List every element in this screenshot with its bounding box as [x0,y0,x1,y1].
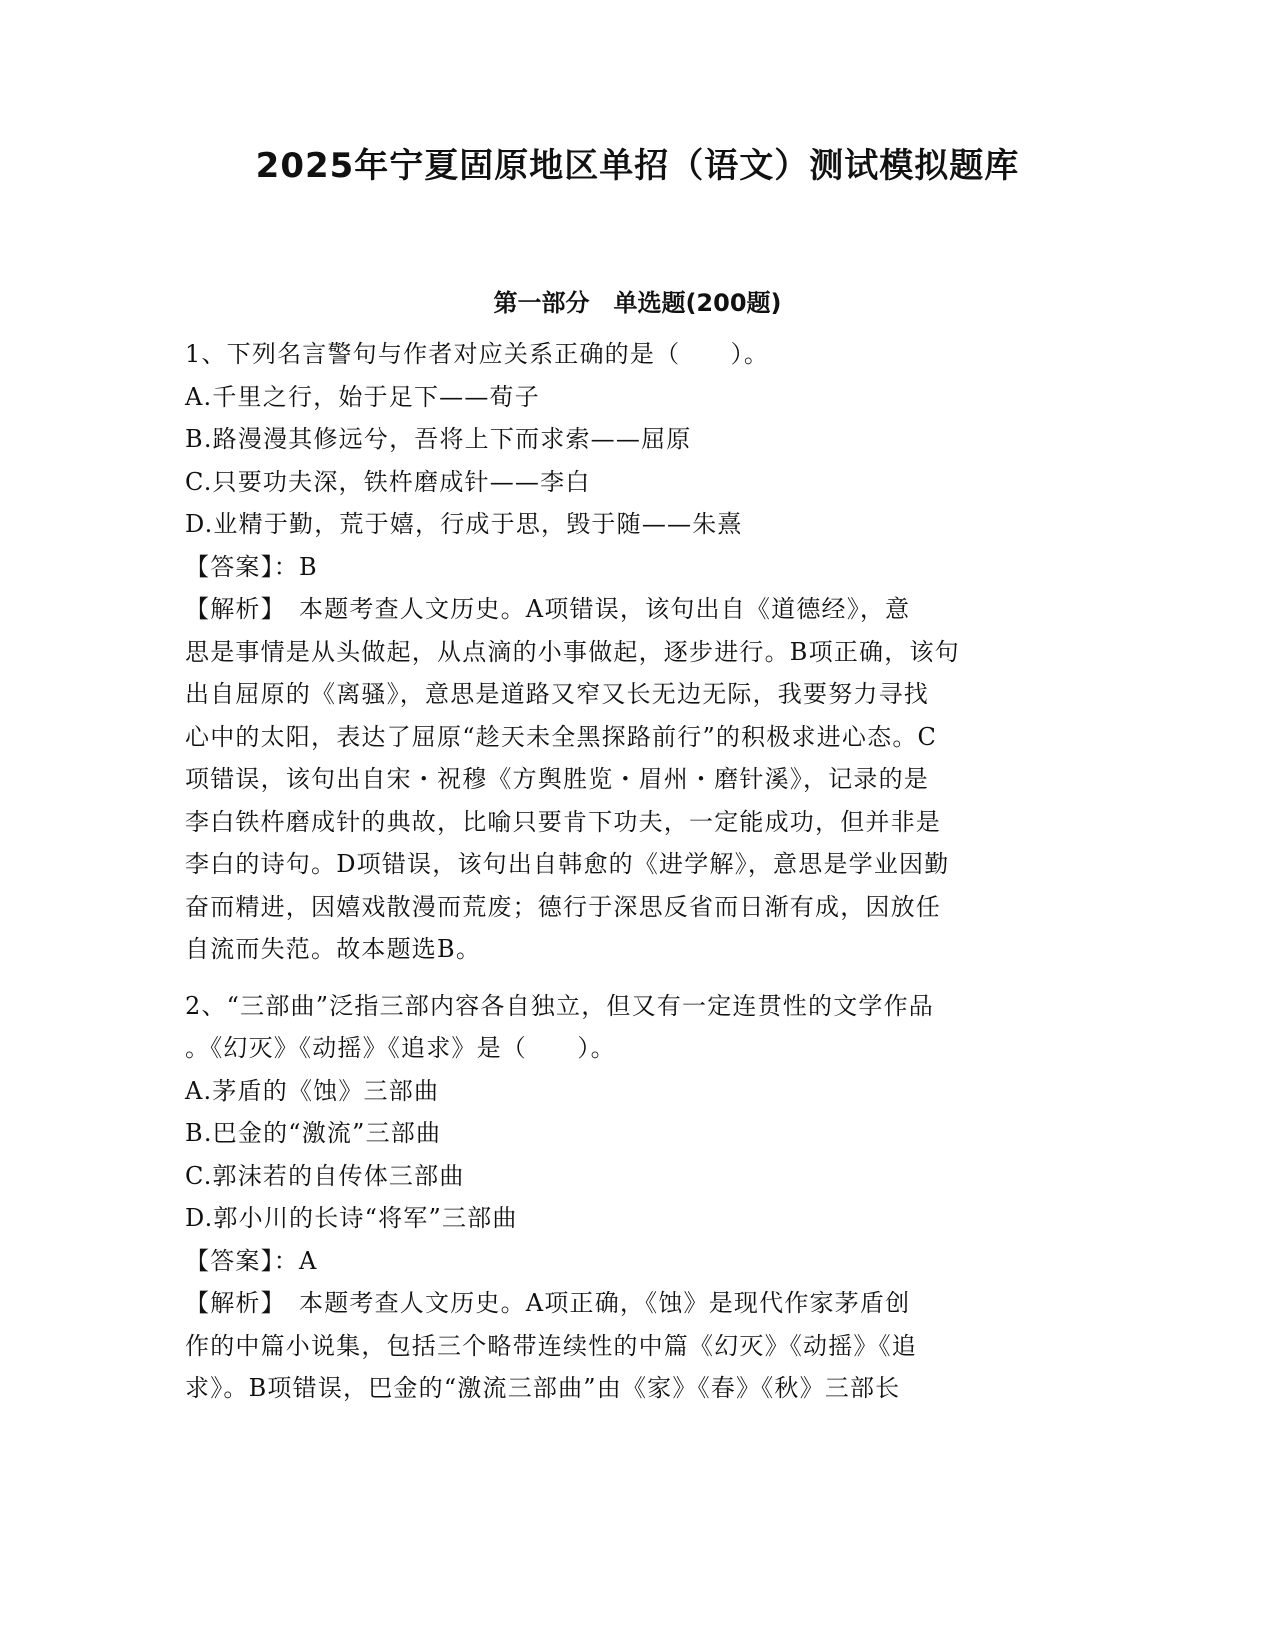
analysis-line: 李白的诗句。D项错误，该句出自韩愈的《进学解》，意思是学业因勤 [185,850,950,878]
analysis-line: 作的中篇小说集，包括三个略带连续性的中篇《幻灭》《动摇》《追 [185,1331,917,1360]
analysis-line: 求》。B项错误，巴金的“激流三部曲”由《家》《春》《秋》三部长 [185,1374,901,1402]
analysis-line: 李白铁杵磨成针的典故，比喻只要肯下功夫，一定能成功，但并非是 [185,807,941,836]
analysis-line: 【解析】 本题考查人文历史。A项正确，《蚀》是现代作家茅盾创 [185,1289,911,1317]
question-list [185,333,1085,1410]
question-spacer [185,971,1085,985]
answer-line: 【答案】：B [185,552,318,581]
section-heading: 第一部分 单选题(200题) [493,289,782,317]
option-b: B.路漫漫其修远兮，吾将上下而求索——屈原 [185,425,692,453]
analysis-line: 项错误，该句出自宋・祝穆《方舆胜览・眉州・磨针溪》，记录的是 [185,765,929,793]
analysis-line: 自流而失范。故本题选B。 [185,935,482,963]
analysis-block [185,588,1085,971]
analysis-line: 奋而精进，因嬉戏散漫而荒废；德行于深思反省而日渐有成，因放任 [185,892,941,921]
option-d: D.业精于勤，荒于嬉，行成于思，毁于随——朱熹 [185,510,743,538]
option-d: D.郭小川的长诗“将军”三部曲 [185,1204,518,1232]
question-2 [185,985,1085,1410]
question-stem-continued: 。《幻灭》《动摇》《追求》是（ ）。 [185,1034,616,1062]
question-stem: 2、“三部曲”泛指三部内容各自独立，但又有一定连贯性的文学作品 [185,991,935,1020]
analysis-block [185,1282,1085,1410]
option-a: A.茅盾的《蚀》三部曲 [185,1076,440,1105]
option-b: B.巴金的“激流”三部曲 [185,1119,442,1147]
answer-line: 【答案】：A [185,1246,318,1275]
option-c: C.郭沫若的自传体三部曲 [185,1161,465,1190]
question-stem: 1、下列名言警句与作者对应关系正确的是（ ）。 [185,340,770,368]
analysis-line: 出自屈原的《离骚》，意思是道路又窄又长无边无际，我要努力寻找 [185,680,929,708]
option-c: C.只要功夫深，铁杵磨成针——李白 [185,467,591,496]
question-1 [185,333,1085,971]
analysis-line: 心中的太阳，表达了屈原“趁天未全黑探路前行”的积极求进心态。C [185,722,938,751]
document-title: 2025年宁夏固原地区单招（语文）测试模拟题库 [255,146,1020,186]
analysis-line: 思是事情是从头做起，从点滴的小事做起，逐步进行。B项正确，该句 [185,637,960,666]
option-a: A.千里之行，始于足下——荀子 [185,382,540,411]
analysis-line: 【解析】 本题考查人文历史。A项错误，该句出自《道德经》，意 [185,595,911,623]
